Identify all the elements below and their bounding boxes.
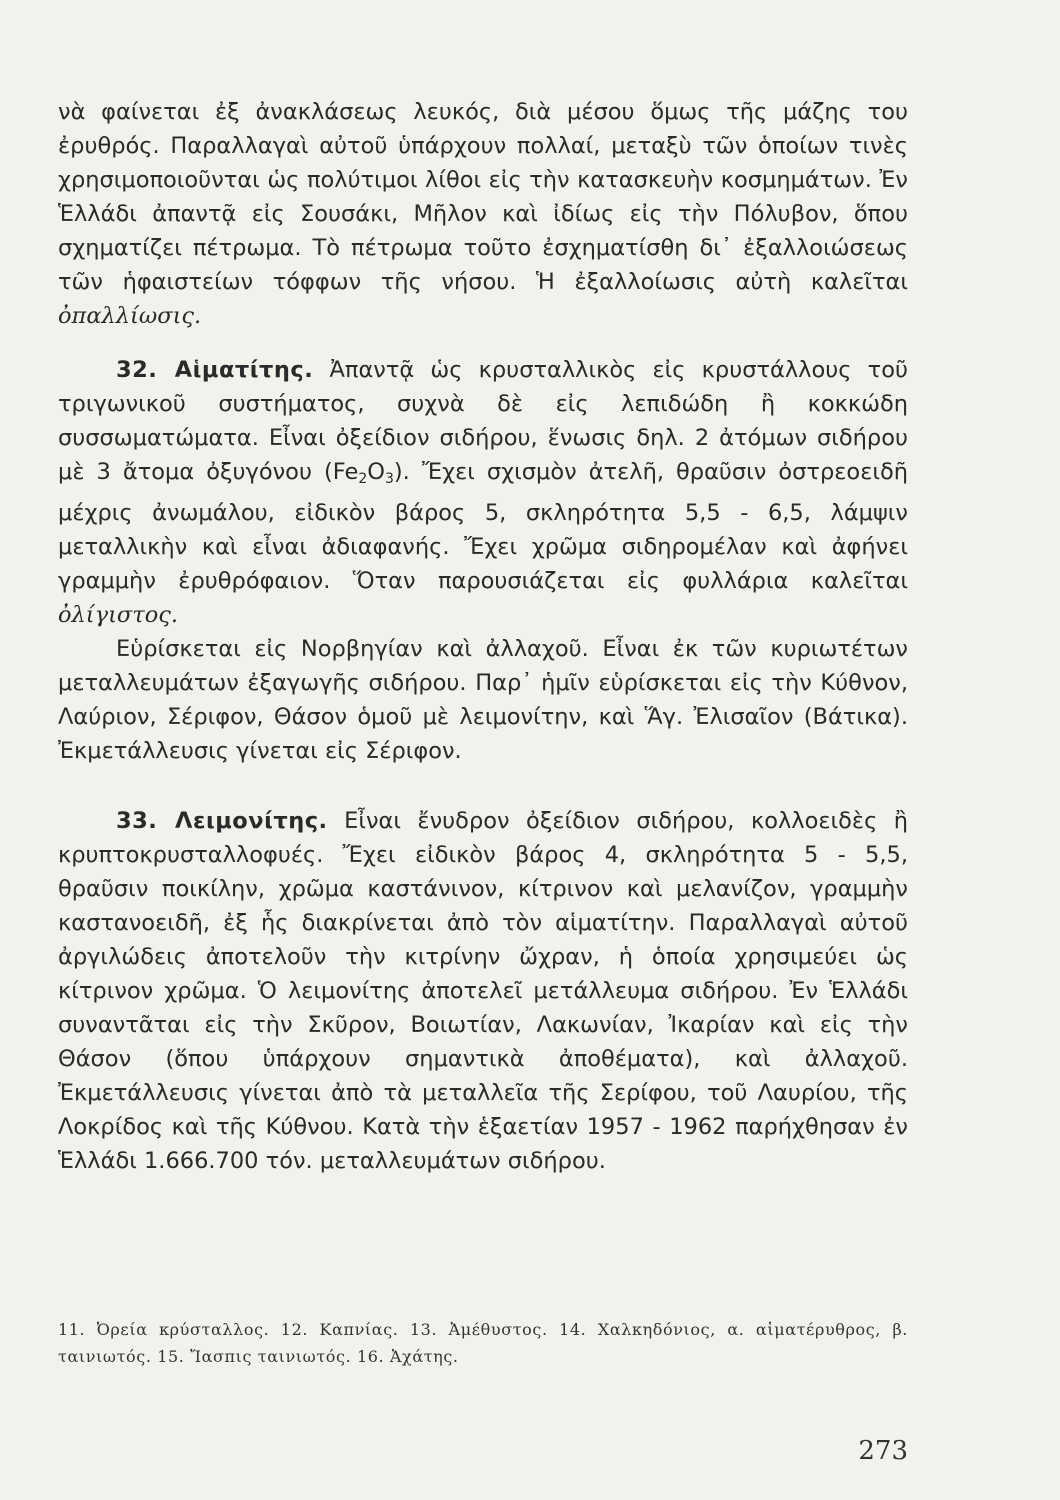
section-32-text-2: ). Ἔχει σχισμὸν ἀτελῆ, θραῦσιν ὀστρεοειδῆ μέχρις ἀνωμάλου, εἰδικὸν βάρος 5, σκληρότητα 5,5 - 6,5, λάμψιν μεταλλικὴν καὶ εἶναι ἀδιαφανής. Ἔχει χρῶμα σιδηρομέλαν καὶ ἀφήνει γραμμὴν ἐρυθρόφαιον. Ὅταν παρουσιάζεται εἰς φυλλάρια καλεῖται — [58, 459, 908, 594]
section-33-text: Εἶναι ἔνυδρον ὀξείδιον σιδήρου, κολλοειδὲς ἢ κρυπτοκρυσταλλοφυές. Ἔχει εἰδικὸν βάρος 4, σκληρότητα 5 - 5,5, θραῦσιν ποικίλην, χρῶμα καστάνινον, κίτρινον καὶ μελανίζον, γραμμὴν καστανοειδῆ, ἐξ ἧς διακρίνεται ἀπὸ τὸν αἱματίτην. Παραλλαγαὶ αὐτοῦ ἀργιλώδεις ἀποτελοῦν τὴν κιτρίνην ὤχραν, ἡ ὁποία χρησιμεύει ὡς κίτρινον χρῶμα. Ὁ λειμονίτης ἀποτελεῖ μετάλλευμα σιδήρου. Ἐν Ἑλλάδι συναντᾶται εἰς τὴν Σκῦρον, Βοιωτίαν, Λακωνίαν, Ἰκαρίαν καὶ εἰς τὴν Θάσον (ὅπου ὑπάρχουν σημαντικὰ ἀποθέματα), καὶ ἀλλαχοῦ. Ἐκμετάλλευσις γίνεται ἀπὸ τὰ μεταλλεῖα τῆς Σερίφου, τοῦ Λαυρίου, τῆς Λοκρίδος καὶ τῆς Κύθνου. Κατὰ τὴν ἑξαετίαν 1957 - 1962 παρήχθησαν ἐν Ἑλλάδι 1.666.700 τόν. μεταλλευμάτων σιδήρου. — [58, 808, 909, 1174]
section-32-paragraph-2: Εὑρίσκεται εἰς Νορβηγίαν καὶ ἀλλαχοῦ. Εἶναι ἐκ τῶν κυριωτέτων μεταλλευμάτων ἐξαγωγῆς σιδήρου. Παρ᾽ ἡμῖν εὑρίσκεται εἰς τὴν Κύθνον, Λαύριον, Σέριφον, Θάσον ὁμοῦ μὲ λειμονίτην, καὶ Ἅγ. Ἐλισαῖον (Βάτικα). Ἐκμετάλλευσις γίνεται εἰς Σέριφον. — [58, 636, 908, 764]
page-number: 273 — [858, 1436, 908, 1466]
section-33-paragraph — [58, 804, 908, 1178]
section-32-paragraph — [58, 353, 908, 632]
section-32-text-1: Ἀπαντᾷ ὡς κρυσταλλικὸς εἰς κρυστάλλους τοῦ τριγωνικοῦ συστήματος, συχνὰ δὲ εἰς λεπιδώδη ἢ κοκκώδη συσσωματώματα. Εἶναι ὀξείδιον σιδήρου, ἕνωσις δηλ. 2 ἀτόμων σιδήρου μὲ 3 ἄτομα ὀξυγόνου (Fe — [58, 357, 908, 485]
section-33-heading: 33. Λειμονίτης. — [116, 808, 328, 834]
section-32-term: ὀλίγιστος. — [58, 602, 179, 628]
formula-mid: O — [367, 459, 385, 485]
intro-paragraph — [58, 95, 908, 333]
intro-term: ὀπαλλίωσις. — [58, 303, 202, 329]
formula-sub-2: 3 — [384, 471, 394, 487]
page-body — [58, 95, 908, 1178]
formula-sub-1: 2 — [358, 471, 368, 487]
intro-text: νὰ φαίνεται ἐξ ἀνακλάσεως λευκός, διὰ μέσου ὅμως τῆς μάζης του ἐρυθρός. Παραλλαγαὶ αὐτοῦ ὑπάρχουν πολλαί, μεταξὺ τῶν ὁποίων τινὲς χρησιμοποιοῦνται ὡς πολύτιμοι λίθοι εἰς τὴν κατασκευὴν κοσμημάτων. Ἐν Ἑλλάδι ἀπαντᾷ εἰς Σουσάκι, Μῆλον καὶ ἰδίως εἰς τὴν Πόλυβον, ὅπου σχηματίζει πέτρωμα. Τὸ πέτρωμα τοῦτο ἐσχηματίσθη δι᾽ ἐξαλλοιώσεως τῶν ἡφαιστείων τόφφων τῆς νήσου. Ἡ ἐξαλλοίωσις αὐτὴ καλεῖται — [58, 99, 908, 295]
section-32-heading: 32. Αἱματίτης. — [116, 357, 314, 383]
footnote: 11. Ὀρεία κρύσταλλος. 12. Καπνίας. 13. Ἀμέθυστος. 14. Χαλκηδόνιος, α. αἱματέρυθρος, β. ταινιωτός. 15. Ἴασπις ταινιωτός. 16. Ἀχάτης. — [58, 1320, 908, 1366]
